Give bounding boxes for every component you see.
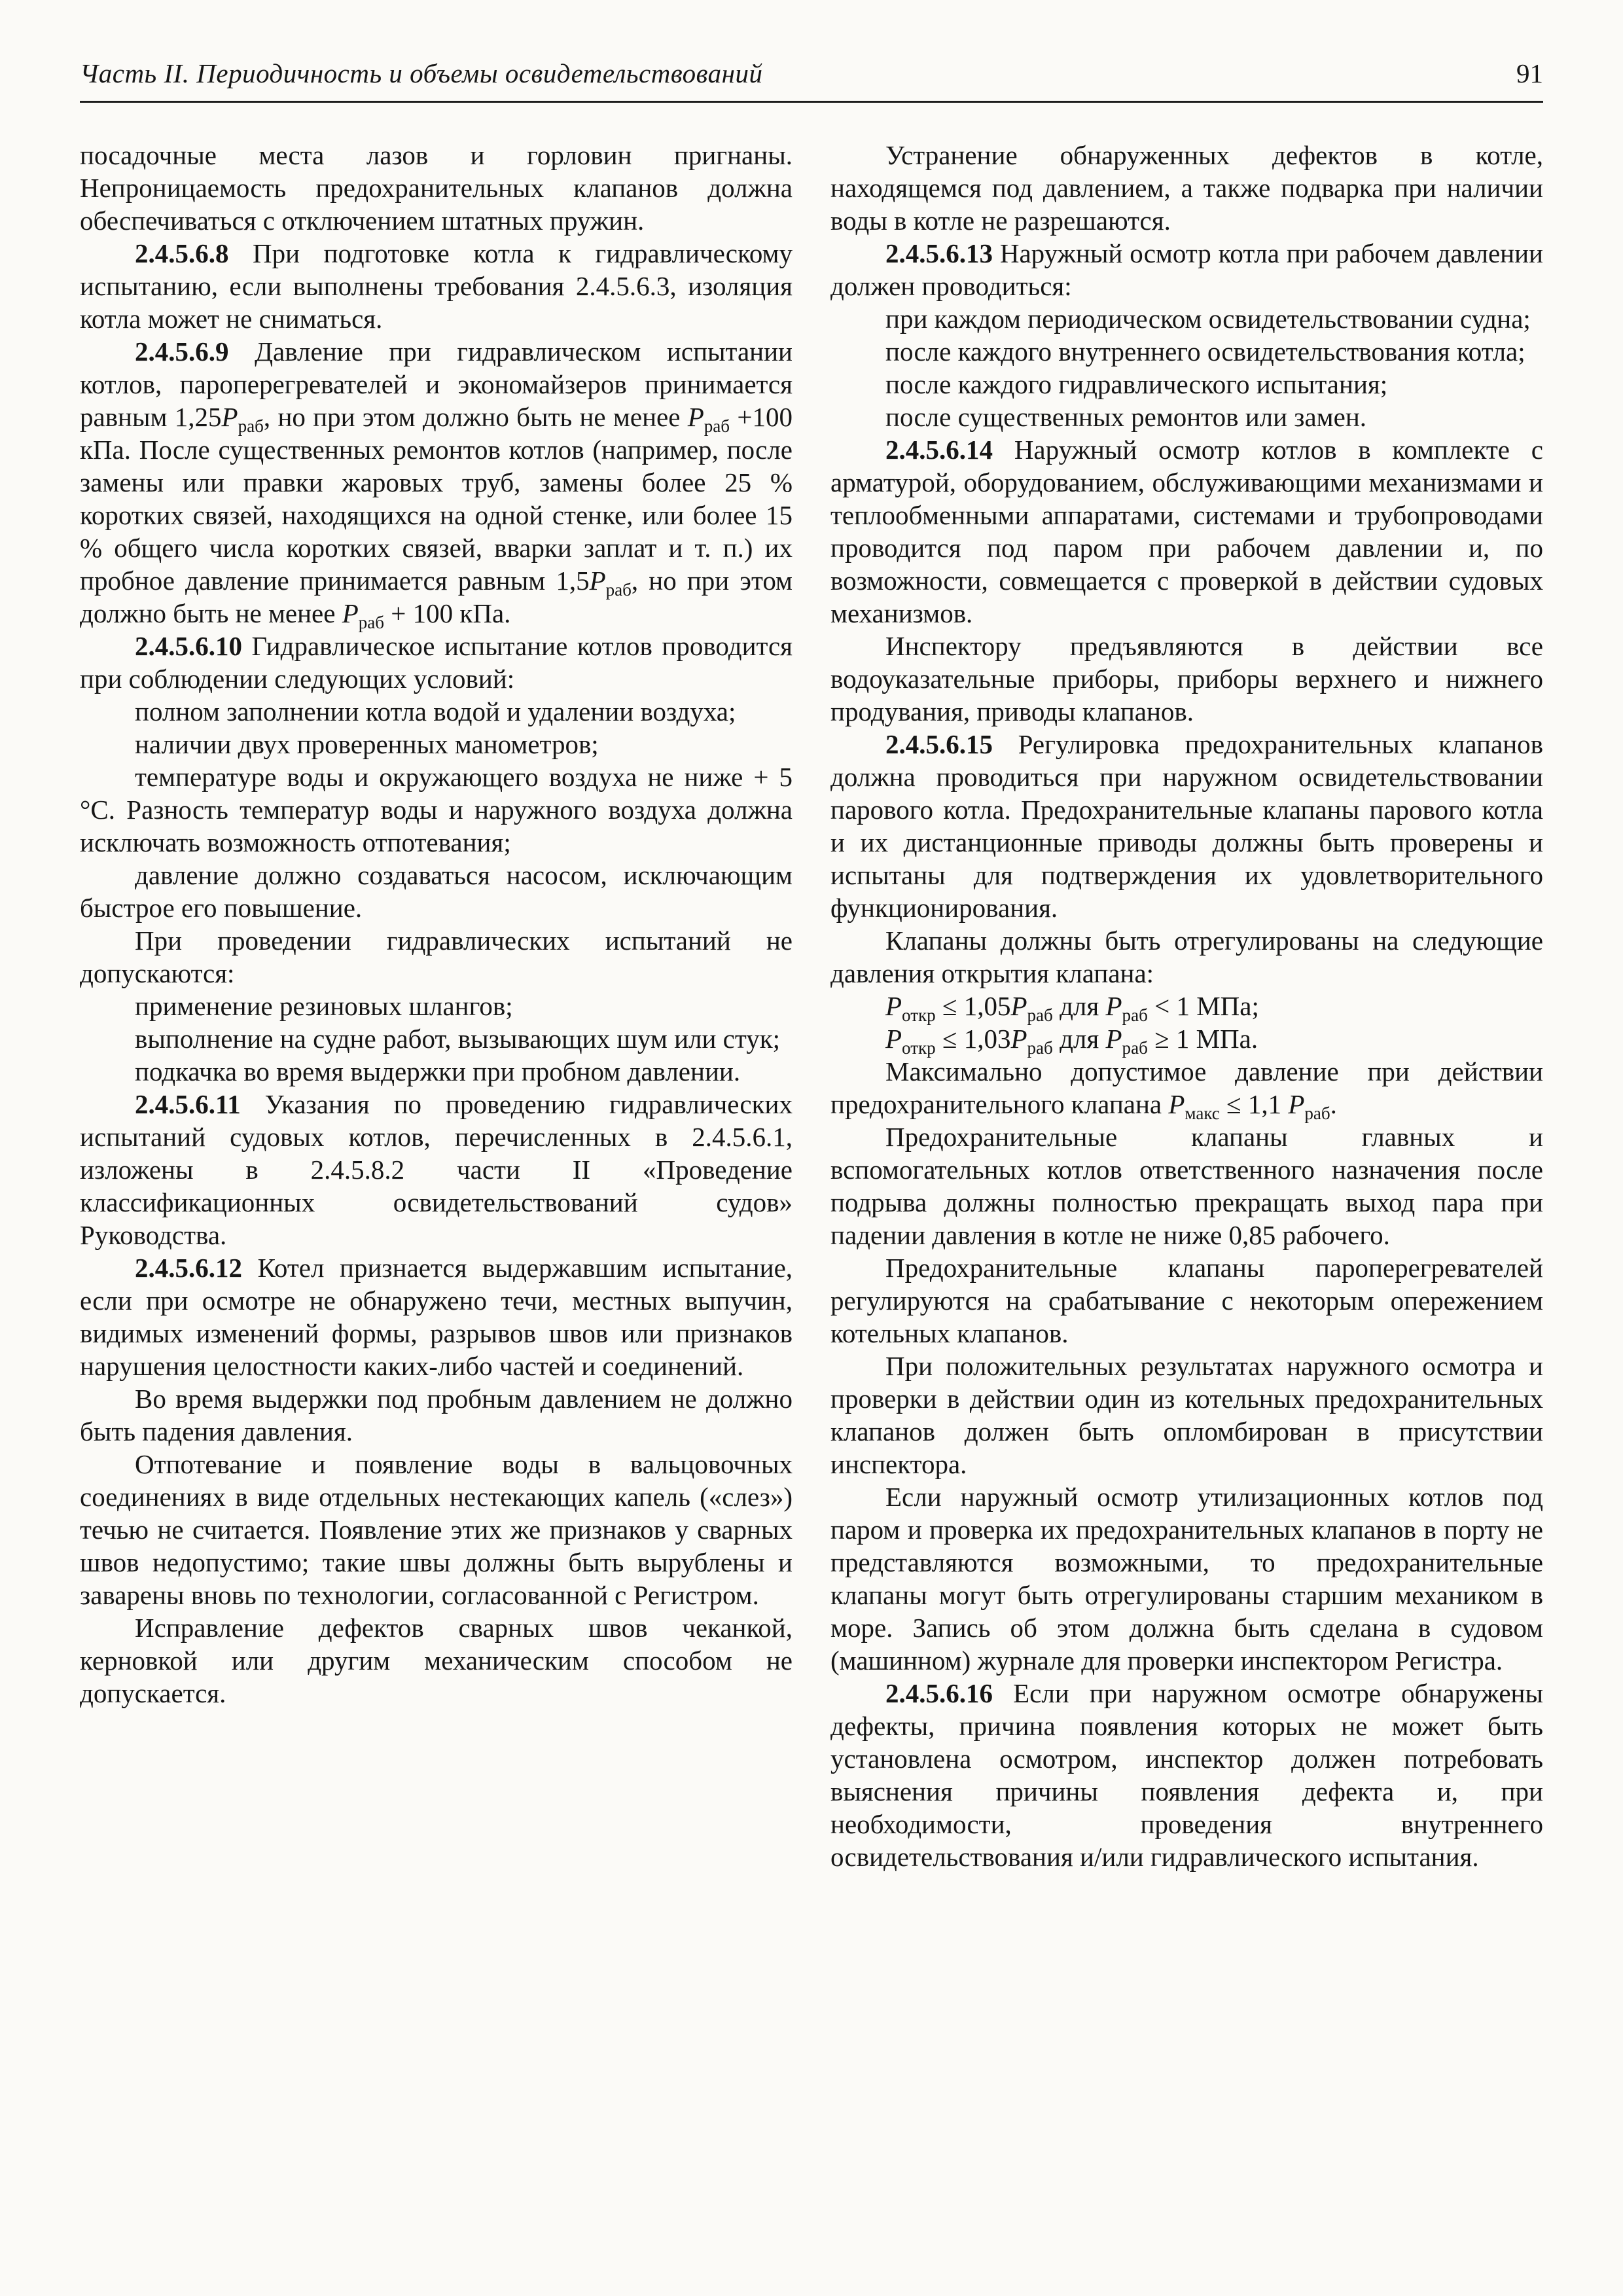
- paragraph: Максимально допустимое давление при действии предохранительного клапана $P_{макс} \le 1,1$ $P_{раб}$.: [830, 1056, 1543, 1124]
- pressure-symbol: P: [221, 402, 238, 432]
- pressure-symbol: P: [1010, 991, 1027, 1021]
- section-number: 2.4.5.6.15: [885, 729, 1018, 759]
- pressure-subscript: раб: [1304, 1103, 1330, 1124]
- paragraph: 2.4.5.6.10 Гидравлическое испытание котлов проводится при соблюдении следующих условий:: [80, 631, 793, 694]
- pressure-subscript: макс: [1185, 1103, 1220, 1124]
- pressure-subscript: раб: [1027, 1005, 1053, 1026]
- pressure-symbol: P: [1105, 991, 1122, 1021]
- pressure-symbol: P: [1288, 1089, 1305, 1119]
- paragraph: 2.4.5.6.15 Регулировка предохранительных клапанов должна проводиться при наружном освидетельствовании парового котла. Предохранительные клапаны парового котла и их дистанционные приводы должны быть проверены и испытаны для подтверждения их удовлетворительного функционирования.: [830, 729, 1543, 923]
- paragraph: полном заполнении котла водой и удалении воздуха;: [135, 696, 736, 726]
- paragraph: наличии двух проверенных манометров;: [135, 729, 599, 759]
- paragraph: 2.4.5.6.8 При подготовке котла к гидравлическому испытанию, если выполнены требования 2.4.5.6.3, изоляция котла может не сниматься.: [80, 238, 793, 334]
- paragraph: Инспектору предъявляются в действии все водоуказательные приборы, приборы верхнего и нижнего продувания, приводы клапанов.: [830, 631, 1543, 726]
- pressure-symbol: P: [1105, 1024, 1122, 1054]
- text-columns: [80, 139, 1543, 1873]
- paragraph: Клапаны должны быть отрегулированы на следующие давления открытия клапана:: [830, 925, 1543, 988]
- paragraph: подкачка во время выдержки при пробном давлении.: [135, 1056, 741, 1086]
- pressure-subscript: раб: [238, 416, 264, 437]
- paragraph: применение резиновых шлангов;: [135, 991, 513, 1021]
- paragraph: после каждого внутреннего освидетельствования котла;: [885, 336, 1525, 367]
- paragraph: При проведении гидравлических испытаний не допускаются:: [80, 925, 793, 988]
- pressure-symbol: P: [589, 565, 606, 596]
- section-number: 2.4.5.6.14: [885, 435, 1014, 465]
- paragraph: Устранение обнаруженных дефектов в котле, находящемся под давлением, а также подварка при наличии воды в котле не разрешаются.: [830, 140, 1543, 236]
- section-number: 2.4.5.6.13: [885, 238, 1000, 268]
- pressure-subscript: раб: [605, 580, 632, 600]
- running-head: Часть II. Периодичность и объемы освидетельствований: [80, 58, 763, 88]
- paragraph: $P_{откр} \le 1,03P_{раб}$ для $P_{раб} \ge 1$ МПа.: [885, 1024, 1258, 1058]
- pressure-subscript: откр: [902, 1038, 936, 1058]
- pressure-subscript: откр: [902, 1005, 936, 1026]
- paragraph: 2.4.5.6.16 Если при наружном осмотре обнаружены дефекты, причина появления которых не может быть установлена осмотром, инспектор должен потребовать выяснения причины появления дефекта и, при необходимости, проведения внутреннего освидетельствования и/или гидравлического испытания.: [830, 1678, 1544, 1872]
- paragraph: 2.4.5.6.11 Указания по проведению гидравлических испытаний судовых котлов, перечисленных в 2.4.5.6.1, изложены в 2.4.5.8.2 части II «Проведение классификационных освидетельствований судов» Руководства.: [80, 1089, 793, 1250]
- left-column: [80, 139, 793, 1873]
- section-number: 2.4.5.6.11: [135, 1089, 265, 1119]
- paragraph: Во время выдержки под пробным давлением не должно быть падения давления.: [80, 1384, 793, 1446]
- section-number: 2.4.5.6.10: [135, 631, 252, 661]
- paragraph: Если наружный осмотр утилизационных котлов под паром и проверка их предохранительных клапанов в порту не представляются возможными, то предохранительные клапаны могут быть отрегулированы старшим механиком в море. Запись об этом должна быть сделана в судовом (машинном) журнале для проверки инспектором Регистра.: [830, 1482, 1543, 1676]
- paragraph: 2.4.5.6.9 Давление при гидравлическом испытании котлов, пароперегревателей и экономайзеров принимается равным $1,25P_{раб}$, но при этом должно быть не менее $P_{раб} +100$ кПа. После существенных ремонтов котлов (например, после замены или правки жаровых труб, замены более 25 % коротких связей, находящихся на одной стенке, или более 15 % общего числа коротких связей, вварки заплат и т. п.) их пробное давление принимается равным $1,5P_{раб}$, но при этом должно быть не менее $P_{раб} + 100$ кПа.: [80, 336, 793, 633]
- section-number: 2.4.5.6.9: [135, 336, 255, 367]
- pressure-subscript: раб: [704, 416, 730, 437]
- paragraph: Исправление дефектов сварных швов чеканкой, керновкой или другим механическим способом не допускается.: [80, 1613, 793, 1708]
- paragraph: Предохранительные клапаны пароперегревателей регулируются на срабатывание с некоторым опережением котельных клапанов.: [830, 1253, 1543, 1348]
- page-number: 91: [1516, 58, 1543, 88]
- pressure-subscript: раб: [1122, 1005, 1148, 1026]
- section-number: 2.4.5.6.12: [135, 1253, 258, 1283]
- pressure-symbol: P: [1010, 1024, 1027, 1054]
- page-header: [80, 58, 1543, 103]
- paragraph: При положительных результатах наружного осмотра и проверки в действии один из котельных предохранительных клапанов должен быть опломбирован в присутствии инспектора.: [830, 1351, 1543, 1479]
- paragraph: при каждом периодическом освидетельствовании судна;: [885, 304, 1531, 334]
- pressure-subscript: раб: [1122, 1038, 1148, 1058]
- pressure-symbol: P: [1168, 1089, 1185, 1119]
- section-number: 2.4.5.6.8: [135, 238, 253, 268]
- pressure-symbol: P: [885, 991, 902, 1021]
- paragraph: 2.4.5.6.12 Котел признается выдержавшим испытание, если при осмотре не обнаружено течи, местных выпучин, видимых изменений формы, разрывов швов или признаков нарушения целостности каких-либо частей и соединений.: [80, 1253, 793, 1381]
- pressure-symbol: P: [687, 402, 704, 432]
- section-number: 2.4.5.6.16: [885, 1678, 1014, 1708]
- pressure-subscript: раб: [358, 613, 385, 633]
- paragraph: температуре воды и окружающего воздуха не ниже + 5 °С. Разность температур воды и наружного воздуха должна исключать возможность отпотевания;: [80, 762, 793, 857]
- paragraph: $P_{откр} \le 1,05P_{раб}$ для $P_{раб} < 1$ МПа;: [885, 991, 1259, 1026]
- paragraph: после существенных ремонтов или замен.: [885, 402, 1367, 432]
- paragraph: посадочные места лазов и горловин пригнаны. Непроницаемость предохранительных клапанов должна обеспечиваться с отключением штатных пружин.: [80, 140, 793, 236]
- paragraph: 2.4.5.6.14 Наружный осмотр котлов в комплекте с арматурой, оборудованием, обслуживающими механизмами и теплообменными аппаратами, системами и трубопроводами проводится под паром при рабочем давлении и, по возможности, совмещается с проверкой в действии судовых механизмов.: [830, 435, 1543, 628]
- pressure-symbol: P: [885, 1024, 902, 1054]
- paragraph: после каждого гидравлического испытания;: [885, 369, 1388, 399]
- paragraph: давление должно создаваться насосом, исключающим быстрое его повышение.: [80, 860, 793, 923]
- paragraph: Отпотевание и появление воды в вальцовочных соединениях в виде отдельных нестекающих капель («слез») течью не считается. Появление этих же признаков у сварных швов недопустимо; такие швы должны быть вырублены и заварены вновь по технологии, согласованной с Регистром.: [80, 1449, 793, 1610]
- paragraph: Предохранительные клапаны главных и вспомогательных котлов ответственного назначения после подрыва должны полностью прекращать выход пара при падении давления в котле не ниже 0,85 рабочего.: [830, 1122, 1543, 1250]
- paragraph: выполнение на судне работ, вызывающих шум или стук;: [135, 1024, 781, 1054]
- pressure-subscript: раб: [1027, 1038, 1053, 1058]
- right-column: [830, 139, 1543, 1873]
- pressure-symbol: P: [342, 598, 359, 628]
- paragraph: 2.4.5.6.13 Наружный осмотр котла при рабочем давлении должен проводиться:: [830, 238, 1543, 301]
